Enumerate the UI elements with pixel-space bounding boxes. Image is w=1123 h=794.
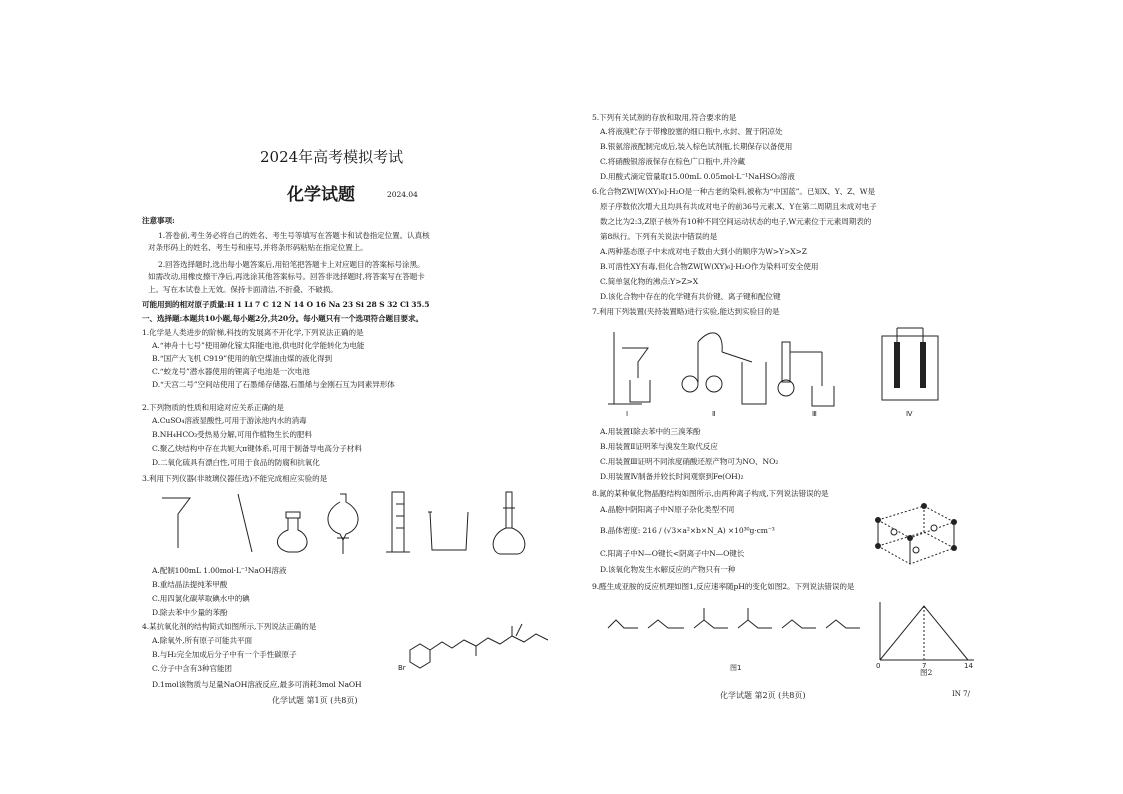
q6-option-b: B.可溶性XY有毒,但化合物ZW[W(XY)₆]·H₂O作为染料可安全使用 [600, 262, 819, 271]
corner-mark: IN 7/ [952, 690, 970, 698]
notice-line: 上。写在本试卷上无效。保持卡面清洁,不折叠、不破损。 [148, 285, 338, 294]
q1-stem: 1.化学是人类进步的阶梯,科技的发展离不开化学,下列说法正确的是 [142, 328, 364, 337]
q8-option-d: D.该氧化物发生水解反应的产物只有一种 [600, 565, 736, 574]
q8-option-b: B.晶体密度: 216 / (√3×a²×b×N_A) ×10³⁰g·cm⁻³ [600, 526, 775, 535]
q6-option-c: C.简单氢化物的沸点:Y>Z>X [600, 277, 699, 286]
q5-stem: 5.下列有关试剂的存放和取用,符合要求的是 [592, 113, 737, 122]
q5-option-c: C.将硝酸银溶液保存在棕色广口瓶中,并冷藏 [600, 157, 745, 166]
q2-stem: 2.下列物质的性质和用途对应关系正确的是 [142, 403, 284, 412]
notice-heading: 注意事项: [142, 216, 175, 225]
volumetric-flask-small-icon [277, 512, 307, 552]
q4-option-c: C.分子中含有3种官能团 [152, 664, 232, 673]
rate-ph-chart [874, 600, 984, 674]
subject-title: 化学试题 [287, 185, 355, 205]
glass-rod-icon [238, 494, 252, 552]
beaker-icon [428, 512, 468, 550]
q4-stem: 4.某抗氧化剂的结构简式如图所示,下列说法正确的是 [142, 622, 317, 631]
q1-option-d: D.“天宫二号”空间站使用了石墨烯存储器,石墨烯与金刚石互为同素异形体 [152, 380, 395, 389]
apparatus-4-icon [882, 328, 938, 418]
q3-option-c: C.用四氯化碳萃取碘水中的碘 [152, 594, 250, 603]
q7-option-d: D.用装置Ⅳ制备并较长时间观察到Fe(OH)₂ [600, 472, 744, 481]
q1-option-c: C.“蛟龙号”潜水器使用的锂离子电池是一次电池 [152, 367, 310, 376]
q5-option-b: B.银氨溶液配制完成后,装入棕色试剂瓶,长期保存以备使用 [600, 142, 793, 151]
page-footer: 化学试题 第1页 (共8页) [272, 696, 358, 705]
notice-line: 1.答卷前,考生务必将自己的姓名、考生号等填写在答题卡和试卷指定位置。认真核 [158, 231, 430, 240]
q6-stem-line: 第8纵行。下列有关说法中错误的是 [600, 232, 718, 241]
q8-option-c: C.阳离子中N—O键长<阴离子中N—O键长 [600, 549, 745, 558]
svg-text:Ⅳ: Ⅳ [906, 410, 913, 418]
q7-option-a: A.用装置Ⅰ除去苯中的三溴苯酚 [600, 427, 701, 436]
q5-option-d: D.用酸式滴定管量取15.00mL 0.05mol·L⁻¹NaHSO₃溶液 [600, 172, 795, 181]
q2-option-b: B.NH₄HCO₃受热易分解,可用作植物生长的肥料 [152, 430, 312, 439]
q6-stem-line: 数之比为2:3,Z原子核外有10种不同空间运动状态的电子,W元素位于元素周期表的 [600, 217, 872, 226]
q4-option-b: B.与H₂完全加成后分子中有一个手性碳原子 [152, 650, 297, 659]
svg-text:Ⅰ: Ⅰ [626, 410, 629, 418]
atomic-masses: 可能用到的相对原子质量:H 1 Li 7 C 12 N 14 O 16 Na 23 Si 28 S 32 Cl 35.5 [142, 300, 430, 309]
glassware-figure [160, 490, 530, 562]
bromine-label: Br [398, 664, 406, 672]
q3-stem: 3.利用下列仪器(非玻璃仪器任选)不能完成相应实验的是 [142, 474, 328, 483]
section-one-heading: 一、选择题:本题共10小题,每小题2分,共20分。每小题只有一个选项符合题目要求。 [142, 314, 423, 323]
q6-option-d: D.该化合物中存在的化学键有共价键、离子键和配位键 [600, 292, 781, 301]
apparatus-2-icon [682, 333, 766, 418]
q1-option-a: A.“神舟十七号”使用砷化镓太阳能电池,供电时化学能转化为电能 [152, 341, 365, 350]
molecule-structure [398, 620, 558, 670]
x-tick-7: 7 [922, 662, 927, 670]
q7-option-b: B.用装置Ⅱ证明苯与溴发生取代反应 [600, 442, 718, 451]
notice-line: 如需改动,用橡皮擦干净后,再选涂其他答案标号。回答非选择题时,将答案写在答题卡 [148, 272, 425, 281]
notice-line: 2.回答选择题时,选出每小题答案后,用铅笔把答题卡上对应题目的答案标号涂黑。 [158, 260, 425, 269]
q3-option-d: D.除去苯中少量的苯酚 [152, 608, 228, 617]
q4-option-a: A.除氧外,所有原子可能共平面 [152, 636, 252, 645]
apparatus-3-icon [778, 342, 834, 418]
svg-text:图1: 图1 [730, 664, 742, 672]
crystal-cell-figure [864, 498, 964, 570]
q9-stem: 9.醛生成亚胺的反应机理如图1,反应速率随pH的变化如图2。下列说法错误的是 [592, 582, 855, 591]
graduated-cylinder-icon [386, 492, 410, 552]
q6-stem-line: 原子序数依次增大且均具有共成对电子的前36号元素,X、Y在第二周期且未成对电子 [600, 202, 877, 211]
x-tick-0: 0 [876, 662, 881, 670]
apparatus-1-icon [608, 332, 650, 418]
q7-stem: 7.利用下列装置(夹持装置略)进行实验,能达到实验目的是 [592, 307, 780, 316]
q2-option-a: A.CuSO₄溶液显酸性,可用于游泳池内水的消毒 [152, 416, 307, 425]
q4-option-d: D.1mol该物质与足量NaOH溶液反应,最多可消耗3mol NaOH [152, 680, 362, 689]
q6-option-a: A.两种基态原子中未成对电子数由大到小的顺序为W>Y>X>Z [600, 247, 807, 256]
funnel-icon [162, 498, 190, 548]
page-footer: 化学试题 第2页 (共8页) [720, 691, 806, 700]
fig2-caption: 图2 [920, 668, 933, 677]
svg-text:Ⅲ: Ⅲ [812, 410, 817, 418]
q8-option-a: A.晶胞中阴阳离子中N原子杂化类型不同 [600, 505, 735, 514]
x-tick-14: 14 [964, 662, 973, 670]
q2-option-d: D.二氧化硫具有漂白性,可用于食品的防腐和抗氧化 [152, 458, 320, 467]
q3-option-a: A.配制100mL 1.00mol·L⁻¹NaOH溶液 [152, 566, 287, 575]
q5-option-a: A.将液溴贮存于带橡胶塞的细口瓶中,水封、置于阴凉处 [600, 127, 783, 136]
exam-title: 2024年高考模拟考试 [260, 148, 404, 166]
q6-stem: 6.化合物ZW[W(XY)₆]·H₂O是一种古老的染料,被称为“中国蓝”。已知X、Y、Z、W是 [592, 187, 875, 196]
q7-option-c: C.用装置Ⅲ证明不同浓度硝酸还原产物可为NO、NO₂ [600, 457, 779, 466]
separatory-funnel-icon [328, 494, 358, 554]
q2-option-c: C.聚乙炔结构中存在共轭大π键体系,可用于制备导电高分子材料 [152, 444, 362, 453]
exam-date: 2024.04 [387, 190, 418, 199]
volumetric-flask-icon [493, 492, 525, 554]
q3-option-b: B.重结晶法提纯苯甲酸 [152, 580, 228, 589]
q1-option-b: B.“国产大飞机 C919”使用的航空煤油由煤的液化得到 [152, 354, 332, 363]
notice-line: 对条形码上的姓名、考生号和座号,并将条形码粘贴在指定位置上。 [148, 243, 368, 252]
q8-stem: 8.氮的某种氧化物晶胞结构如图所示,由两种离子构成,下列说法错误的是 [592, 489, 829, 498]
apparatus-figure [602, 322, 972, 418]
mechanism-figure [602, 598, 872, 672]
svg-text:Ⅱ: Ⅱ [712, 410, 716, 418]
